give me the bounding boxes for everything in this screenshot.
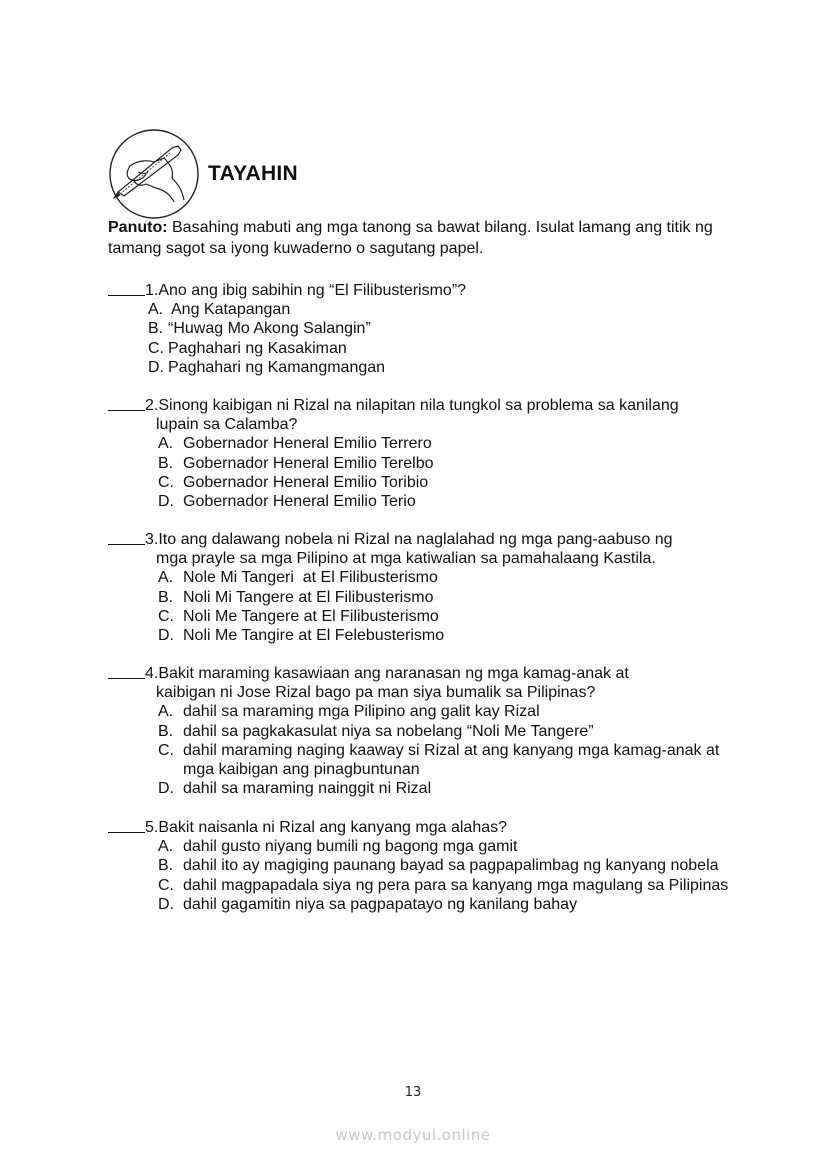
question-3 <box>108 530 728 645</box>
question-text: Ito ang dalawang nobela ni Rizal na naglalahad ng mga pang-aabuso ng <box>158 531 673 548</box>
instructions <box>108 217 728 259</box>
choice-c: C. Paghahari ng Kasakiman <box>148 339 347 357</box>
instructions-label: Panuto: <box>108 219 168 236</box>
choice-d: D. Paghahari ng Kamangmangan <box>148 358 386 376</box>
choice-b: B. “Huwag Mo Akong Salangin” <box>148 320 371 338</box>
answer-blank[interactable] <box>108 281 145 296</box>
choice-c: C. Noli Me Tangere at El Filibusterismo <box>158 607 439 625</box>
choice-c: C. dahil maraming naging kaaway si Rizal at ang kanyang mga kamag-anak at mga kaibigan ang pinagbuntunan <box>158 741 720 779</box>
choice-d: D. Gobernador Heneral Emilio Terio <box>158 493 416 511</box>
choice-d: D. Noli Me Tangire at El Felebusterismo <box>158 627 445 645</box>
question-number: 2. <box>145 397 159 414</box>
choice-a: A. dahil sa maraming mga Pilipino ang galit kay Rizal <box>158 703 540 721</box>
choice-b: B. Noli Mi Tangere at El Filibusterismo <box>158 588 434 606</box>
question-5 <box>108 818 728 914</box>
choice-b: B. dahil sa pagkakasulat niya sa nobelang “Noli Me Tangere” <box>158 722 594 740</box>
question-text: Bakit naisanla ni Rizal ang kanyang mga alahas? <box>158 819 508 836</box>
watermark: www.modyul.online <box>335 1126 491 1144</box>
choice-b: B. dahil ito ay magiging paunang bayad sa pagpapalimbag ng kanyang nobela <box>158 857 719 875</box>
hand-writing-pencil-icon <box>108 128 200 220</box>
question-2 <box>108 396 728 511</box>
instructions-text: Basahing mabuti ang mga tanong sa bawat bilang. Isulat lamang ang titik ng tamang sagot sa iyong kuwaderno o sagutang papel. <box>108 219 713 257</box>
question-number: 4. <box>145 665 159 682</box>
question-text: Sinong kaibigan ni Rizal na nilapitan nila tungkol sa problema sa kanilang <box>158 397 679 414</box>
choice-a: A. Gobernador Heneral Emilio Terrero <box>158 435 432 453</box>
question-number: 3. <box>145 531 159 548</box>
choice-b: B. Gobernador Heneral Emilio Terelbo <box>158 454 434 472</box>
answer-blank[interactable] <box>108 664 145 679</box>
choice-c: C. dahil magpapadala siya ng pera para sa kanyang mga magulang sa Pilipinas <box>158 876 729 894</box>
choice-d: D. dahil sa maraming nainggit ni Rizal <box>158 780 432 798</box>
question-number: 1. <box>145 282 159 299</box>
choice-c: C. Gobernador Heneral Emilio Toribio <box>158 473 429 491</box>
question-number: 5. <box>145 819 159 836</box>
choice-a: A. Ang Katapangan <box>148 301 291 319</box>
section-title: TAYAHIN <box>208 162 299 185</box>
answer-blank[interactable] <box>108 530 145 545</box>
choice-a: A. Nole Mi Tangeri at El Filibusterismo <box>158 569 438 587</box>
answer-blank[interactable] <box>108 396 145 411</box>
question-text: Bakit maraming kasawiaan ang naranasan ng mga kamag-anak at <box>158 665 629 682</box>
question-text-continued: kaibigan ni Jose Rizal bago pa man siya bumalik sa Pilipinas? <box>156 684 596 702</box>
question-text-continued: mga prayle sa mga Pilipino at mga katiwalian sa pamahalaang Kastila. <box>156 550 656 568</box>
choice-a: A. dahil gusto niyang bumili ng bagong mga gamit <box>158 838 518 856</box>
question-1 <box>108 281 728 377</box>
question-text: Ano ang ibig sabihin ng “El Filibusterismo”? <box>158 282 467 299</box>
page-number: 13 <box>404 1085 422 1100</box>
answer-blank[interactable] <box>108 818 145 833</box>
question-text-continued: lupain sa Calamba? <box>156 416 298 434</box>
section-header <box>108 128 298 220</box>
question-4 <box>108 664 728 798</box>
choice-d: D. dahil gagamitin niya sa pagpapatayo ng kanilang bahay <box>158 895 578 913</box>
